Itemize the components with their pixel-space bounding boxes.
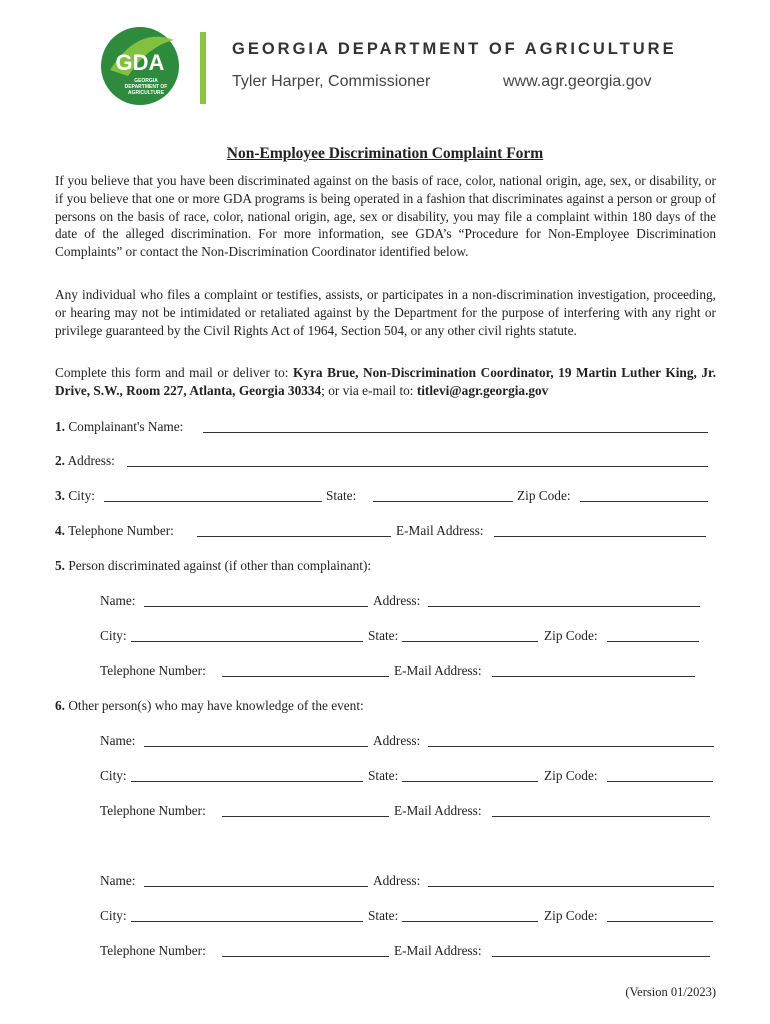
q6a-state-label: State: <box>368 768 399 783</box>
state-field[interactable] <box>373 488 513 502</box>
person-discriminated-heading: 5. Person discriminated against (if other than complainant): <box>55 558 372 573</box>
q5-name-field[interactable] <box>144 593 368 607</box>
q6a-state-field[interactable] <box>402 768 538 782</box>
state-label: State: <box>326 488 357 503</box>
q5-name-label: Name: <box>100 593 136 608</box>
q5-telephone-label: Telephone Number: <box>100 663 206 678</box>
header-divider <box>200 32 206 104</box>
q5-state-label: State: <box>368 628 399 643</box>
q6a-zip-label: Zip Code: <box>544 768 598 783</box>
q6a-email-field[interactable] <box>492 803 710 817</box>
logo-text: GDA <box>115 50 165 75</box>
retaliation-paragraph: Any individual who files a complaint or testifies, assists, or participates in a non-discrimination investigation, proceeding, or hearing may not be intimidated or retaliated against by the Department for the purpose of interfering with any right or privilege guaranteed by the Civil Rights Act of 1964, Section 504, or any other civil rights statute. <box>55 287 716 338</box>
q5-email-field[interactable] <box>492 663 695 677</box>
complainant-name-label: 1. Complainant's Name: <box>55 419 184 434</box>
q6a-email-label: E-Mail Address: <box>394 803 482 818</box>
version-label: (Version 01/2023) <box>625 985 716 999</box>
other-persons-heading: 6. Other person(s) who may have knowledge of the event: <box>55 698 364 713</box>
q6b-name-field[interactable] <box>144 873 368 887</box>
submission-paragraph: Complete this form and mail or deliver to: Kyra Brue, Non-Discrimination Coordinator, 19 Martin Luther King, Jr. Drive, S.W., Room 227, Atlanta, Georgia 30334; or via e-mail to: titlevi@agr.georgia.gov <box>55 365 716 398</box>
q6b-zip-field[interactable] <box>607 908 713 922</box>
q5-zip-field[interactable] <box>607 628 699 642</box>
svg-text:AGRICULTURE: AGRICULTURE <box>127 90 165 96</box>
telephone-label: 4. Telephone Number: <box>55 523 174 538</box>
city-label: 3. City: <box>55 488 95 503</box>
zip-field[interactable] <box>580 488 708 502</box>
address-field[interactable] <box>127 453 708 467</box>
city-field[interactable] <box>104 488 322 502</box>
q5-email-label: E-Mail Address: <box>394 663 482 678</box>
coordinator-address: Kyra Brue, Non-Discrimination Coordinator, 19 Martin Luther King, Jr. Drive, S.W., Room 227, Atlanta, Georgia 30334 <box>55 365 716 398</box>
q5-telephone-field[interactable] <box>222 663 389 677</box>
svg-text:GEORGIA: GEORGIA <box>134 78 158 84</box>
q6b-city-field[interactable] <box>131 908 363 922</box>
department-name: GEORGIA DEPARTMENT OF AGRICULTURE <box>232 40 677 58</box>
q6a-name-label: Name: <box>100 733 136 748</box>
q5-state-field[interactable] <box>402 628 538 642</box>
q5-city-label: City: <box>100 628 127 643</box>
q5-zip-label: Zip Code: <box>544 628 598 643</box>
form-title: Non-Employee Discrimination Complaint Form <box>226 145 544 162</box>
q5-address-label: Address: <box>373 593 421 608</box>
intro-paragraph: If you believe that you have been discriminated against on the basis of race, color, national origin, age, sex, or disability, or if you believe that one or more GDA programs is being operated in a fashion that discriminates against a person or group of persons on the basis of race, color, national origin, age, sex or disability, you may file a complaint within 180 days of the date of the alleged discrimination. For more information, see GDA’s “Procedure for Non-Employee Discrimination Complaints” or contact the Non-Discrimination Coordinator identified below. <box>55 173 716 260</box>
website-link[interactable]: www.agr.georgia.gov <box>503 73 652 90</box>
q6b-address-label: Address: <box>373 873 421 888</box>
q6a-city-label: City: <box>100 768 127 783</box>
q5-address-field[interactable] <box>428 593 700 607</box>
email-label: E-Mail Address: <box>396 523 484 538</box>
q6a-name-field[interactable] <box>144 733 368 747</box>
q6b-address-field[interactable] <box>428 873 714 887</box>
q6a-telephone-label: Telephone Number: <box>100 803 206 818</box>
q6b-telephone-label: Telephone Number: <box>100 943 206 958</box>
q6b-email-label: E-Mail Address: <box>394 943 482 958</box>
q6b-city-label: City: <box>100 908 127 923</box>
q6b-state-label: State: <box>368 908 399 923</box>
q6a-address-label: Address: <box>373 733 421 748</box>
q6a-telephone-field[interactable] <box>222 803 389 817</box>
q6a-address-field[interactable] <box>428 733 714 747</box>
q5-city-field[interactable] <box>131 628 363 642</box>
address-label: 2. Address: <box>55 453 115 468</box>
email-field[interactable] <box>494 523 706 537</box>
commissioner-name: Tyler Harper, Commissioner <box>232 73 431 90</box>
q6b-telephone-field[interactable] <box>222 943 389 957</box>
coordinator-email[interactable]: titlevi@agr.georgia.gov <box>416 382 549 398</box>
svg-text:DEPARTMENT OF: DEPARTMENT OF <box>124 84 168 90</box>
complainant-name-field[interactable] <box>203 419 708 433</box>
q6b-name-label: Name: <box>100 873 136 888</box>
q6b-zip-label: Zip Code: <box>544 908 598 923</box>
gda-logo <box>98 26 182 106</box>
zip-label: Zip Code: <box>517 488 571 503</box>
q6b-state-field[interactable] <box>402 908 538 922</box>
q6a-zip-field[interactable] <box>607 768 713 782</box>
telephone-field[interactable] <box>197 523 391 537</box>
q6a-city-field[interactable] <box>131 768 363 782</box>
q6b-email-field[interactable] <box>492 943 710 957</box>
